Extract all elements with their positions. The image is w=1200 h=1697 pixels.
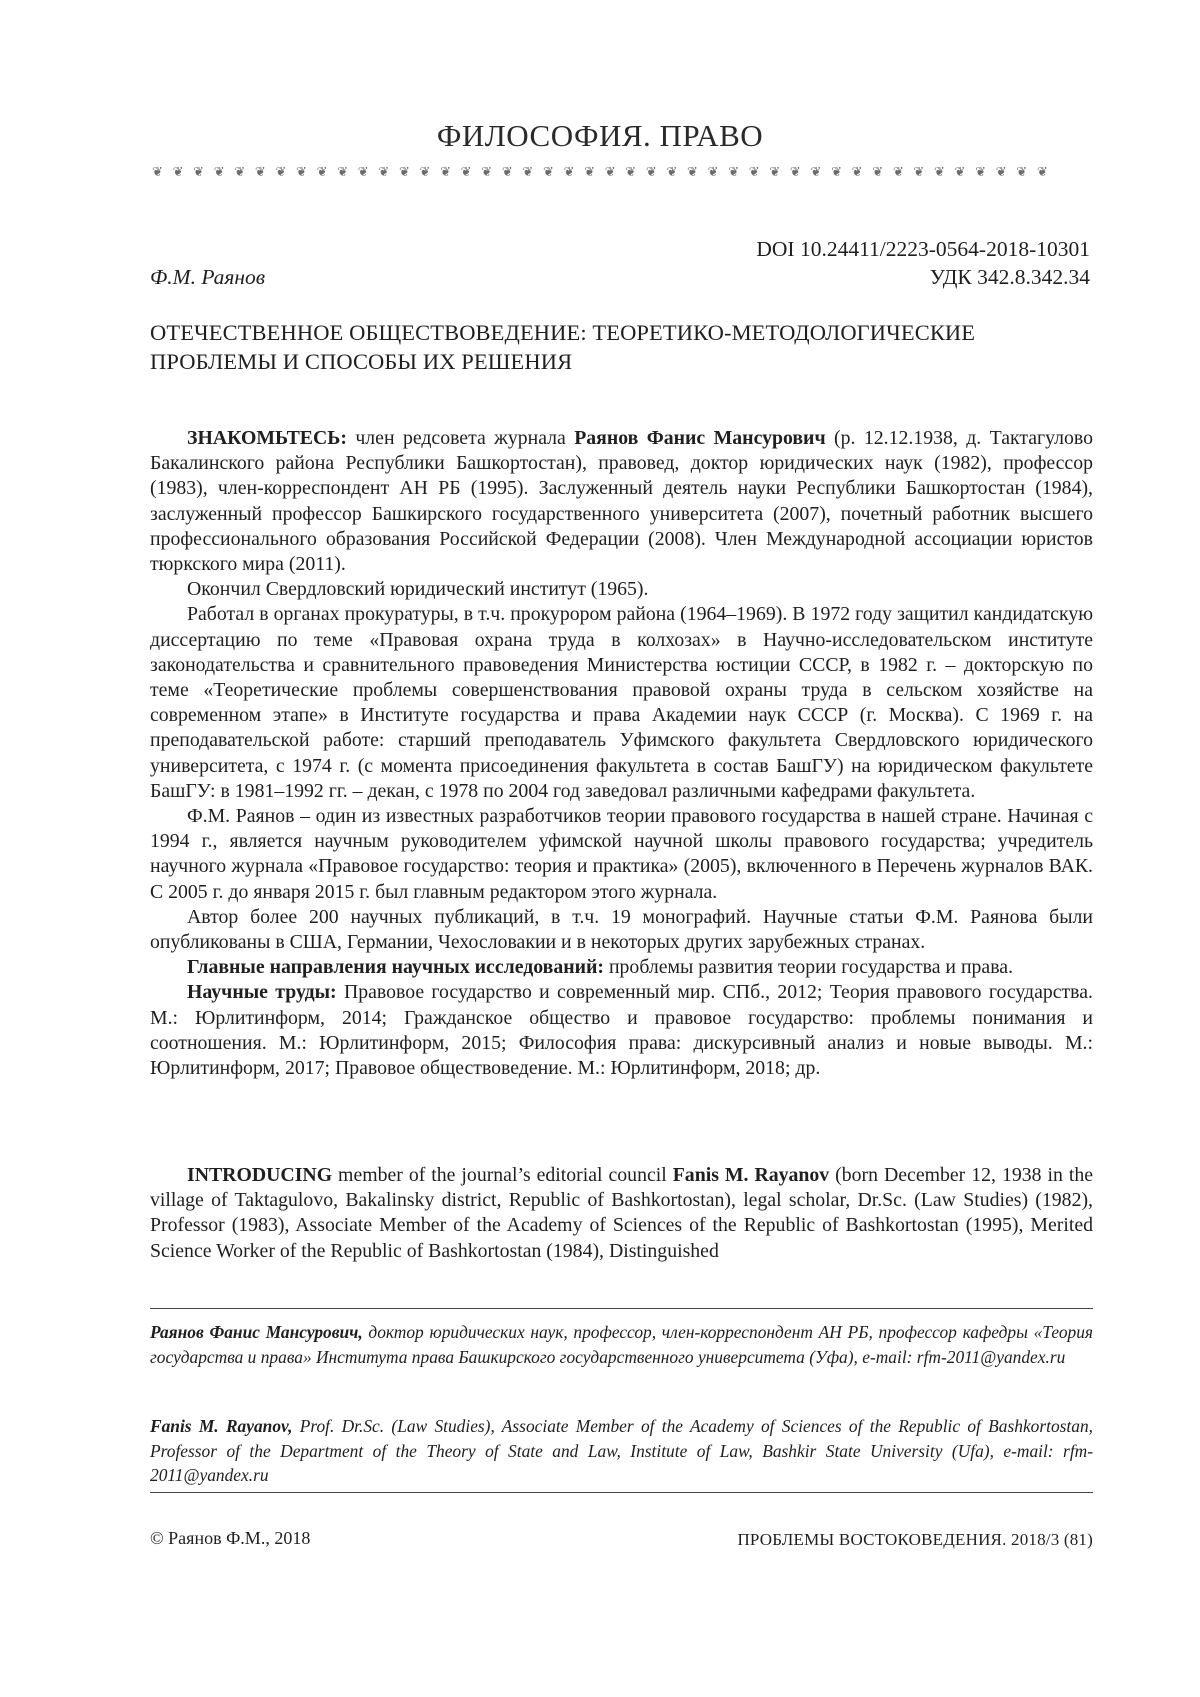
author-note-name: Fanis M. Rayanov,	[150, 1416, 293, 1436]
ornament-leaf-icon: ❦	[501, 165, 513, 179]
journal-issue: ПРОБЛЕМЫ ВОСТОКОВЕДЕНИЯ. 2018/3 (81)	[737, 1530, 1093, 1549]
person-name: Раянов Фанис Мансурович	[574, 427, 826, 449]
ornament-leaf-icon: ❦	[913, 165, 925, 179]
paragraph	[150, 980, 1093, 1081]
ornament-leaf-icon: ❦	[316, 165, 328, 179]
paragraph	[150, 1163, 1093, 1264]
ornament-leaf-icon: ❦	[728, 165, 740, 179]
copyright: © Раянов Ф.М., 2018	[150, 1528, 311, 1548]
ornament-leaf-icon: ❦	[563, 165, 575, 179]
ornament-leaf-icon: ❦	[892, 165, 904, 179]
article-title-line: ОТЕЧЕСТВЕННОЕ ОБЩЕСТВОВЕДЕНИЕ: ТЕОРЕТИКО-МЕТОДОЛОГИЧЕСКИЕ	[150, 320, 976, 345]
author-note-name: Раянов Фанис Мансурович,	[150, 1322, 363, 1342]
ornament-leaf-icon: ❦	[419, 165, 431, 179]
section-title: ФИЛОСОФИЯ. ПРАВО	[436, 118, 764, 153]
ornament-leaf-icon: ❦	[975, 165, 987, 179]
text-run: проблемы развития теории государства и права.	[604, 956, 1014, 979]
author-short-name: Ф.М. Раянов	[150, 265, 266, 289]
author-note-text: Prof. Dr.Sc. (Law Studies), Associate Member of the Academy of Sciences of the Republic of Bashkortostan, Professor of the Department of the Theory of State and Law, Institute of Law, Bashkir State University (Ufa), e-mail: rfm-2011@yandex.ru	[150, 1416, 1093, 1485]
russian-biography	[150, 426, 1093, 1081]
paragraph: Работал в органах прокуратуры, в т.ч. прокурором района (1964–1969). В 1972 году защитил кандидатскую диссертацию по теме «Правовая охрана труда в колхозах» в Научно-исследовательском институте законодательства и сравнительного правоведения Министерства юстиции СССР, в 1982 г. – докторскую по теме «Теоретические проблемы совершенствования правовой охраны труда в сельском хозяйстве на современном этапе» в Институте государства и права Академии наук СССР (г. Москва). С 1969 г. на преподавательской работе: старший преподаватель Уфимского факультета Свердловского юридического университета, с 1974 г. (с момента присоединения факультета в состав БашГУ) на юридическом факультете БашГУ: в 1981–1992 гг. – декан, с 1978 по 2004 год заведовал различными кафедрами факультета.	[150, 603, 1093, 802]
text-run: (р. 12.12.1938, д. Тактагулово Бакалинского района Республики Башкортостан), правовед, доктор юридических наук (1982), профессор (1983), член-корреспондент АН РБ (1995). Заслуженный деятель науки Республики Башкортостан (1984), заслуженный профессор Башкирского государственного университета (2007), почетный работник высшего профессионального образования Российской Федерации (2008). Член Международной ассоциации юристов тюркского мира (2011).	[150, 427, 1093, 576]
author-note-text: доктор юридических наук, профессор, член-корреспондент АН РБ, профессор кафедры «Теория государства и права» Института права Башкирского государственного университета (Уфа), e-mail: rfm-2011@yandex.ru	[150, 1322, 1093, 1367]
ornament-leaf-icon: ❦	[872, 165, 884, 179]
ornament-leaf-icon: ❦	[995, 165, 1007, 179]
ornament-leaf-icon: ❦	[398, 165, 410, 179]
ornament-leaf-icon: ❦	[687, 165, 698, 179]
ornament-leaf-icon: ❦	[707, 165, 719, 179]
ornament-leaf-icon: ❦	[645, 165, 657, 179]
ornament-leaf-icon: ❦	[213, 165, 225, 179]
english-biography	[150, 1163, 1093, 1264]
ornament-leaf-icon: ❦	[625, 165, 637, 179]
text-run: member of the journal’s editorial council	[332, 1164, 673, 1186]
text-run: член редсовета журнала	[346, 427, 575, 449]
ornament-leaf-icon: ❦	[810, 165, 822, 179]
ornament-leaf-icon: ❦	[954, 165, 966, 179]
author-note-en	[150, 1414, 1093, 1488]
ornament-leaf-icon: ❦	[769, 165, 781, 179]
text-run: (born December 12, 1938 in the village of Taktagulovo, Bakalinsky district, Republic of Bashkortostan), legal scholar, Dr.Sc. (Law Studies) (1982), Professor (1983), Associate Member of the Academy of Sciences of the Republic of Bashkortostan (1995), Merited Science Worker of the Republic of Bashkortostan (1984), Distinguished	[150, 1164, 1094, 1262]
ornament-leaf-icon: ❦	[234, 165, 246, 179]
ornament-leaf-icon: ❦	[851, 165, 863, 179]
decorative-ornament-border	[152, 165, 1048, 179]
ornament-leaf-icon: ❦	[337, 165, 349, 179]
udk-code: УДК 342.8.342.34	[929, 265, 1090, 289]
ornament-leaf-icon: ❦	[357, 165, 369, 179]
ornament-leaf-icon: ❦	[522, 165, 534, 179]
doi: DOI 10.24411/2223-0564-2018-10301	[756, 237, 1090, 261]
ornament-leaf-icon: ❦	[254, 165, 266, 179]
ornament-leaf-icon: ❦	[933, 165, 945, 179]
ornament-leaf-icon: ❦	[542, 165, 554, 179]
ornament-leaf-icon: ❦	[789, 165, 801, 179]
ornament-leaf-icon: ❦	[296, 165, 307, 179]
paragraph: Автор более 200 научных публикаций, в т.ч. 19 монографий. Научные статьи Ф.М. Раянова были опубликованы в США, Германии, Чехословакии и в некоторых других зарубежных странах.	[150, 905, 1093, 954]
ornament-leaf-icon: ❦	[378, 165, 390, 179]
ornament-leaf-icon: ❦	[172, 165, 184, 179]
article-title-line: ПРОБЛЕМЫ И СПОСОБЫ ИХ РЕШЕНИЯ	[150, 349, 573, 374]
ornament-leaf-icon: ❦	[193, 165, 205, 179]
article-title	[150, 318, 1070, 376]
research-heading: Главные направления научных исследований:	[187, 956, 604, 979]
lead-word: INTRODUCING	[187, 1164, 333, 1186]
paragraph: Окончил Свердловский юридический институт (1965).	[187, 578, 649, 601]
footer-divider	[150, 1492, 1093, 1493]
works-heading: Научные труды:	[187, 981, 337, 1004]
paragraph: Ф.М. Раянов – один из известных разработчиков теории правового государства в нашей стране. Начиная с 1994 г., является научным руководителем уфимской научной школы правового государства; учредитель научного журнала «Правовое государство: теория и практика» (2005), включенного в Перечень журналов ВАК. С 2005 г. до января 2015 г. был главным редактором этого журнала.	[150, 805, 1093, 903]
paragraph	[150, 426, 1093, 577]
paragraph	[150, 955, 1093, 980]
ornament-leaf-icon: ❦	[604, 165, 616, 179]
ornament-leaf-icon: ❦	[440, 165, 451, 179]
ornament-leaf-icon: ❦	[666, 165, 678, 179]
ornament-leaf-icon: ❦	[748, 165, 760, 179]
ornament-leaf-icon: ❦	[1016, 165, 1028, 179]
text-run: Правовое государство и современный мир. СПб., 2012; Теория правового государства. М.: Юрлитинформ, 2014; Гражданское общество и правовое государство: проблемы понимания и соотношения. М.: Юрлитинформ, 2015; Философия права: дискурсивный анализ и новые выводы. М.: Юрлитинформ, 2017; Правовое обществоведение. М.: Юрлитинформ, 2018; др.	[150, 981, 1093, 1080]
ornament-leaf-icon: ❦	[152, 165, 163, 179]
author-note-ru	[150, 1320, 1093, 1369]
ornament-leaf-icon: ❦	[584, 165, 596, 179]
ornament-leaf-icon: ❦	[460, 165, 472, 179]
footnote-divider	[150, 1308, 1093, 1309]
ornament-leaf-icon: ❦	[481, 165, 493, 179]
ornament-leaf-icon: ❦	[275, 165, 287, 179]
lead-word: ЗНАКОМЬТЕСЬ:	[187, 427, 347, 449]
ornament-leaf-icon: ❦	[831, 165, 842, 179]
ornament-leaf-icon: ❦	[1036, 165, 1048, 179]
person-name: Fanis M. Rayanov	[672, 1164, 830, 1186]
